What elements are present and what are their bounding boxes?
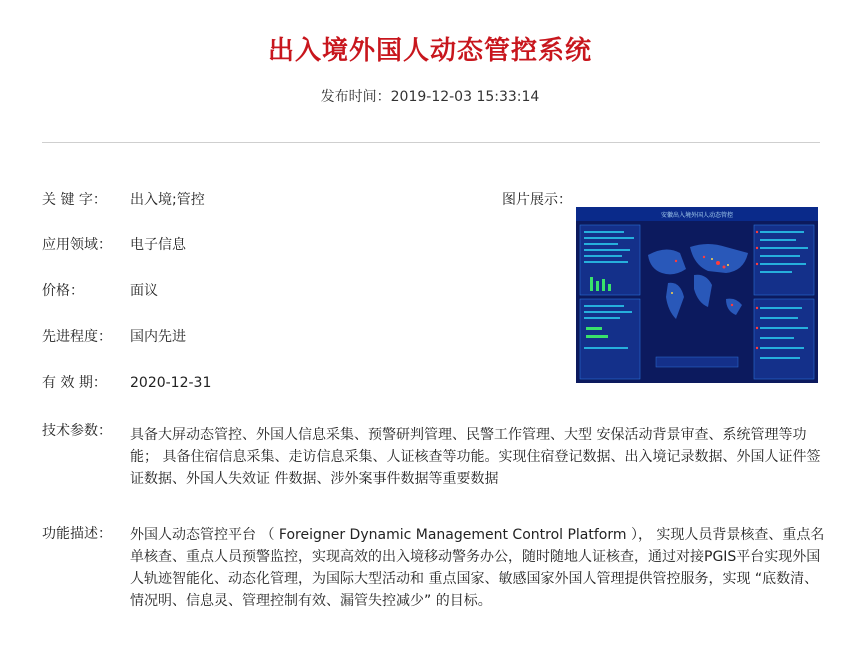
dashboard-screenshot [576, 207, 818, 383]
product-image[interactable] [576, 207, 818, 383]
function-desc-text: 外国人动态管控平台 （ Foreigner Dynamic Management Control Platform ）， 实现人员背景核查、重点名单核查、重点人员预警监控，实现高效的出入境移动警务办公，随时随地人证核查，通过对接PGIS平台实现外国人轨迹智能化、动态化管理，为国际大型活动和 重点国家、敏感国家外国人管理提供管控服务，实现 “底数清、情况明、信息灵、管理控制有效、漏管失控减少” 的目标。 [130, 527, 825, 609]
right-panel-top [754, 225, 814, 295]
tech-params-text: 具备大屏动态管控、外国人信息采集、预警研判管理、民警工作管理、大型 安保活动背景审查、系统管理等功能； 具备住宿信息采集、走访信息采集、人证核查等功能。实现住宿登记数据、出入境记录数据、外国人证件签证数据、外国人失效证 件数据、涉外案事件数据等重要数据 [130, 427, 821, 487]
publish-time: 发布时间：2019-12-03 15:33:14 [320, 89, 540, 105]
field-value: 电子信息 [130, 237, 186, 253]
field-value: 出入境;管控 [130, 192, 205, 208]
tech-params-label: 技术参数： [42, 423, 112, 439]
image-section-label: 图片展示： [502, 192, 572, 208]
field-value: 面议 [130, 283, 158, 299]
page-title: 出入境外国人动态管控系统 [267, 36, 592, 66]
field-label: 先进程度： [42, 329, 112, 345]
function-desc-label: 功能描述： [42, 526, 112, 542]
divider [42, 142, 820, 143]
field-label: 价格： [42, 283, 84, 299]
bottom-bar [656, 357, 738, 367]
field-label: 关 键 字： [42, 192, 107, 208]
field-label: 有 效 期： [42, 375, 107, 391]
field-label: 应用领域： [42, 237, 112, 253]
field-value: 国内先进 [130, 329, 186, 345]
field-value: 2020-12-31 [130, 375, 212, 391]
dashboard-title: 安徽出入境外国人动态管控 [660, 212, 734, 219]
